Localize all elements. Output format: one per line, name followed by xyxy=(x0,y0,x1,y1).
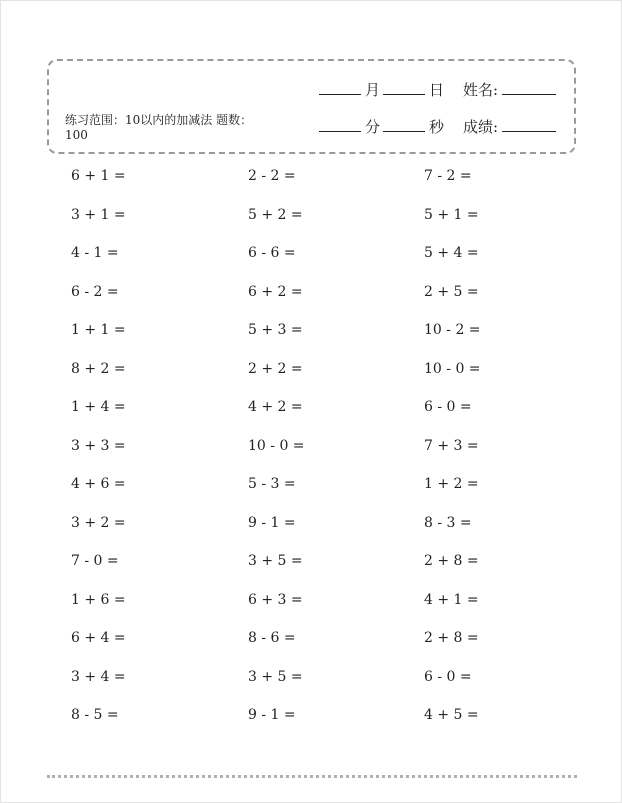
score-blank[interactable] xyxy=(502,130,556,132)
problem-item: 5 + 4 = xyxy=(424,245,479,261)
problem-item: 9 - 1 = xyxy=(248,707,296,723)
problem-item: 4 + 5 = xyxy=(424,707,479,723)
problem-item: 6 - 0 = xyxy=(424,399,472,415)
problem-item: 6 - 0 = xyxy=(424,668,472,685)
problem-item: 8 + 2 = xyxy=(71,360,126,377)
problem-item: 3 + 5 = xyxy=(248,668,303,685)
problem-item: 4 + 1 = xyxy=(424,591,479,608)
month-blank[interactable] xyxy=(319,93,361,95)
problem-item: 6 + 3 = xyxy=(248,591,303,608)
score-field[interactable] xyxy=(463,118,556,136)
footer-divider xyxy=(47,775,577,778)
problem-item: 3 + 1 = xyxy=(71,206,126,223)
problem-item: 8 - 6 = xyxy=(248,630,296,646)
problem-item: 5 - 3 = xyxy=(248,476,296,492)
header-box xyxy=(47,59,576,154)
month-field[interactable] xyxy=(319,81,384,99)
day-label: 日 xyxy=(429,81,445,99)
problem-item: 2 + 5 = xyxy=(424,283,479,300)
problem-item: 10 - 0 = xyxy=(424,360,481,377)
problem-item: 10 - 0 = xyxy=(248,437,305,454)
problem-item: 2 + 8 = xyxy=(424,630,479,646)
day-field[interactable] xyxy=(383,81,448,99)
score-label: 成绩: xyxy=(463,118,499,136)
problem-item: 7 - 2 = xyxy=(424,168,472,184)
name-field[interactable] xyxy=(463,81,556,99)
problem-item: 5 + 3 = xyxy=(248,322,303,338)
problem-item: 1 + 6 = xyxy=(71,591,126,608)
name-label: 姓名: xyxy=(463,81,499,99)
problem-item: 4 + 6 = xyxy=(71,476,126,492)
problem-item: 8 - 5 = xyxy=(71,707,119,723)
problem-item: 6 + 1 = xyxy=(71,168,126,184)
second-blank[interactable] xyxy=(383,130,425,132)
problem-item: 1 + 1 = xyxy=(71,322,126,338)
problem-item: 6 - 2 = xyxy=(71,283,119,300)
problem-item: 2 + 8 = xyxy=(424,553,479,569)
problem-item: 3 + 4 = xyxy=(71,668,126,685)
problem-item: 3 + 3 = xyxy=(71,437,126,454)
name-blank[interactable] xyxy=(502,93,556,95)
problem-item: 6 + 4 = xyxy=(71,630,126,646)
problem-item: 1 + 2 = xyxy=(424,476,479,492)
second-field[interactable] xyxy=(383,118,448,136)
problem-item: 8 - 3 = xyxy=(424,514,472,531)
problem-item: 7 - 0 = xyxy=(71,553,119,569)
minute-blank[interactable] xyxy=(319,130,361,132)
problem-item: 3 + 2 = xyxy=(71,514,126,531)
practice-range-text: 练习范围：10以内的加减法 题数：100 xyxy=(65,113,253,142)
minute-field[interactable] xyxy=(319,118,384,136)
month-label: 月 xyxy=(365,81,381,99)
problem-item: 4 - 1 = xyxy=(71,245,119,261)
problem-item: 1 + 4 = xyxy=(71,399,126,415)
day-blank[interactable] xyxy=(383,93,425,95)
problem-item: 5 + 2 = xyxy=(248,206,303,223)
problem-item: 9 - 1 = xyxy=(248,514,296,531)
problem-item: 6 - 6 = xyxy=(248,245,296,261)
problem-item: 7 + 3 = xyxy=(424,437,479,454)
minute-label: 分 xyxy=(365,118,381,136)
problem-item: 2 - 2 = xyxy=(248,168,296,184)
problem-item: 5 + 1 = xyxy=(424,206,479,223)
second-label: 秒 xyxy=(429,118,445,136)
problem-item: 2 + 2 = xyxy=(248,360,303,377)
problem-item: 3 + 5 = xyxy=(248,553,303,569)
problem-item: 6 + 2 = xyxy=(248,283,303,300)
problem-item: 10 - 2 = xyxy=(424,322,481,338)
problem-item: 4 + 2 = xyxy=(248,399,303,415)
